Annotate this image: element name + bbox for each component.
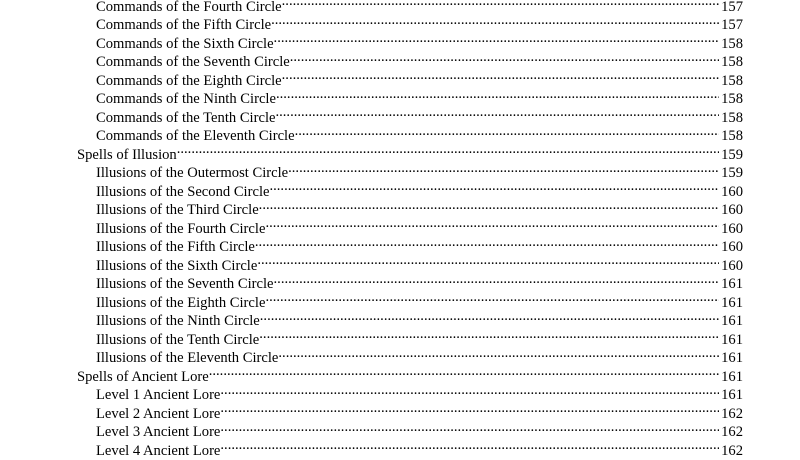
- toc-subsection-entry[interactable]: [0, 399, 800, 418]
- toc-entry-title: Commands of the Fifth Circle: [96, 16, 271, 35]
- toc-entry-title: Illusions of the Fifth Circle: [96, 238, 255, 257]
- dot-leader: [288, 159, 719, 178]
- toc-entry-page-number: 161: [719, 349, 743, 368]
- toc-entry-page-number: 161: [719, 368, 743, 387]
- toc-subsection-entry[interactable]: [0, 251, 800, 270]
- dot-leader: [257, 251, 719, 270]
- dot-leader: [259, 196, 719, 215]
- dot-leader: [276, 85, 719, 104]
- toc-subsection-entry[interactable]: [0, 196, 800, 215]
- toc-subsection-entry[interactable]: [0, 344, 800, 363]
- toc-subsection-entry[interactable]: [0, 122, 800, 141]
- toc-entry-page-number: 160: [719, 201, 743, 220]
- toc-entry-title: Illusions of the Fourth Circle: [96, 220, 265, 239]
- toc-entry-page-number: 158: [719, 90, 743, 109]
- toc-entry-title: Illusions of the Eighth Circle: [96, 294, 265, 313]
- toc-subsection-entry[interactable]: [0, 159, 800, 178]
- toc-entry-title: Illusions of the Sixth Circle: [96, 257, 257, 276]
- toc-entry-title: Commands of the Seventh Circle: [96, 53, 290, 72]
- dot-leader: [269, 177, 719, 196]
- toc-entry-title: Commands of the Eleventh Circle: [96, 127, 295, 146]
- toc-entry-title: Illusions of the Eleventh Circle: [96, 349, 278, 368]
- dot-leader: [282, 0, 719, 11]
- dot-leader: [275, 103, 719, 122]
- toc-entry-title: Commands of the Sixth Circle: [96, 35, 274, 54]
- dot-leader: [265, 288, 719, 307]
- toc-entry-title: Illusions of the Outermost Circle: [96, 164, 288, 183]
- toc-subsection-entry[interactable]: [0, 0, 800, 11]
- toc-entry-page-number: 158: [719, 53, 743, 72]
- dot-leader: [177, 140, 719, 159]
- dot-leader: [259, 325, 719, 344]
- toc-entry-title: Commands of the Tenth Circle: [96, 109, 275, 128]
- toc-subsection-entry[interactable]: [0, 233, 800, 252]
- toc-entry-page-number: 158: [719, 72, 743, 91]
- toc-entry-page-number: 159: [719, 164, 743, 183]
- dot-leader: [290, 48, 719, 67]
- toc-subsection-entry[interactable]: [0, 66, 800, 85]
- toc-entry-page-number: 159: [719, 146, 743, 165]
- toc-subsection-entry[interactable]: [0, 381, 800, 400]
- toc-entry-title: Illusions of the Ninth Circle: [96, 312, 260, 331]
- toc-subsection-entry[interactable]: [0, 214, 800, 233]
- toc-entry-title: Illusions of the Third Circle: [96, 201, 259, 220]
- dot-leader: [255, 233, 719, 252]
- toc-entry-title: Level 2 Ancient Lore: [96, 405, 220, 424]
- toc-entry-page-number: 158: [719, 127, 743, 146]
- dot-leader: [265, 214, 719, 233]
- toc-section-entry[interactable]: [0, 140, 800, 159]
- toc-entry-page-number: 161: [719, 331, 743, 350]
- toc-entry-title: Illusions of the Tenth Circle: [96, 331, 259, 350]
- toc-subsection-entry[interactable]: [0, 418, 800, 437]
- toc-entry-title: Spells of Ancient Lore: [77, 368, 209, 387]
- toc-entry-page-number: 157: [719, 0, 743, 16]
- toc-entry-title: Spells of Illusion: [77, 146, 177, 165]
- toc-entry-page-number: 158: [719, 35, 743, 54]
- toc-entry-title: Commands of the Fourth Circle: [96, 0, 282, 16]
- toc-subsection-entry[interactable]: [0, 177, 800, 196]
- dot-leader: [278, 344, 719, 363]
- toc-entry-title: Commands of the Ninth Circle: [96, 90, 276, 109]
- dot-leader: [271, 11, 719, 30]
- toc-entry-page-number: 158: [719, 109, 743, 128]
- toc-subsection-entry[interactable]: [0, 307, 800, 326]
- toc-entry-title: Illusions of the Seventh Circle: [96, 275, 274, 294]
- dot-leader: [220, 418, 719, 437]
- toc-entry-page-number: 160: [719, 238, 743, 257]
- toc-section-entry[interactable]: [0, 362, 800, 381]
- toc-entry-page-number: 161: [719, 275, 743, 294]
- toc-entry-page-number: 161: [719, 294, 743, 313]
- toc-entry-page-number: 161: [719, 312, 743, 331]
- toc-subsection-entry[interactable]: [0, 29, 800, 48]
- toc-entry-page-number: 160: [719, 257, 743, 276]
- toc-subsection-entry[interactable]: [0, 288, 800, 307]
- toc-entry-page-number: 160: [719, 183, 743, 202]
- toc-subsection-entry[interactable]: [0, 85, 800, 104]
- dot-leader: [220, 436, 719, 455]
- dot-leader: [274, 29, 719, 48]
- toc-subsection-entry[interactable]: [0, 436, 800, 455]
- dot-leader: [260, 307, 719, 326]
- toc-entry-title: Commands of the Eighth Circle: [96, 72, 282, 91]
- toc-entry-title: Level 1 Ancient Lore: [96, 386, 220, 405]
- dot-leader: [220, 399, 719, 418]
- toc-entry-title: Level 3 Ancient Lore: [96, 423, 220, 442]
- toc-subsection-entry[interactable]: [0, 325, 800, 344]
- toc-subsection-entry[interactable]: [0, 48, 800, 67]
- toc-entry-page-number: 160: [719, 220, 743, 239]
- toc-subsection-entry[interactable]: [0, 270, 800, 289]
- toc-entry-page-number: 162: [719, 405, 743, 424]
- toc-entry-title: Level 4 Ancient Lore: [96, 442, 220, 460]
- dot-leader: [282, 66, 719, 85]
- toc-entry-title: Illusions of the Second Circle: [96, 183, 269, 202]
- toc-subsection-entry[interactable]: [0, 103, 800, 122]
- toc-entry-page-number: 162: [719, 442, 743, 460]
- toc-subsection-entry[interactable]: [0, 11, 800, 30]
- toc-entry-page-number: 162: [719, 423, 743, 442]
- dot-leader: [274, 270, 719, 289]
- dot-leader: [295, 122, 719, 141]
- dot-leader: [220, 381, 719, 400]
- dot-leader: [209, 362, 719, 381]
- toc-entry-page-number: 161: [719, 386, 743, 405]
- toc-entry-page-number: 157: [719, 16, 743, 35]
